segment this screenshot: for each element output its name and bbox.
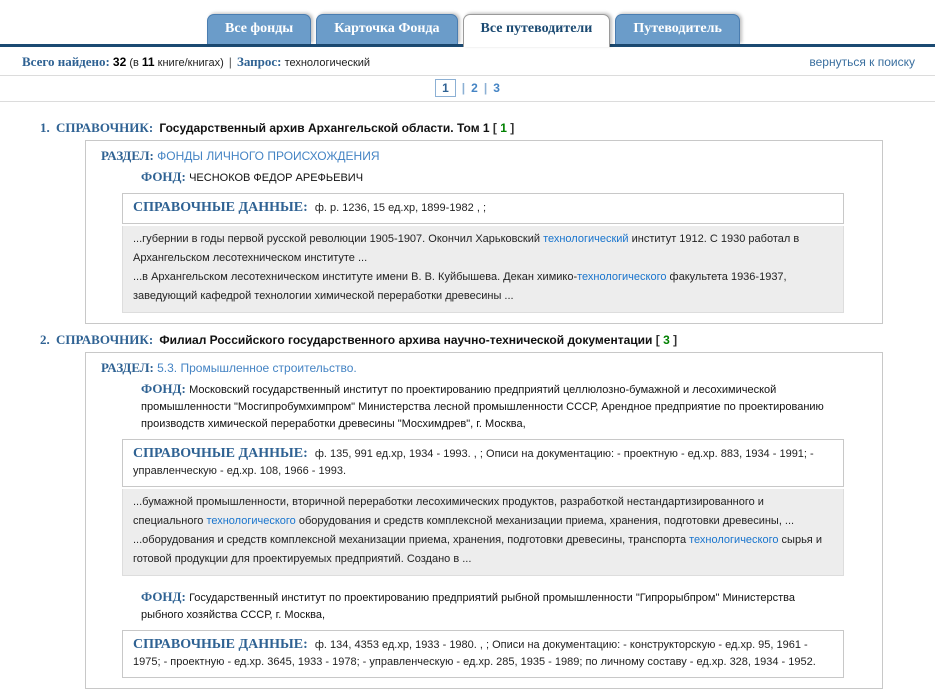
results-list [0,102,935,689]
fond-name: Московский государственный институт по проектированию предприятий целлюлозно-бумажной и лесохимической промышленности "Мосгипробумхимпром" Министерства лесной промышленности СССР, Арендное предприятие по проектированию производств химической переработки древесины "Мосхимдрев", г. Москва, [141,384,824,430]
tab-путеводитель[interactable]: Путеводитель [615,14,740,44]
pagination-page-3[interactable]: 3 [493,81,500,95]
snippet-text: ...в Архангельском лесотехническом институте имени В. В. Куйбышева. Декан химико- [133,271,578,283]
tab-bar [0,0,935,47]
summary-separator: | [228,55,232,69]
fond-line [101,380,882,433]
result-number: 2. [40,332,53,347]
match-count: 1 [500,121,507,135]
fond-label: ФОНД: [141,589,190,604]
section-label: РАЗДЕЛ: [101,148,158,163]
snippet-text: ...оборудования и средств комплексной механизации приема, хранения, подготовки древесины, транспорта [133,534,690,546]
found-label: Всего найдено: [22,54,110,69]
snippet-box [122,226,844,313]
snippet-text: сырья и готовой продукции для проектируемых предприятий. Создано в ... [133,534,822,565]
reference-data-box [122,630,844,678]
refdata-value: ф. 135, 991 ед.хр, 1934 - 1993. , ; Описи на документацию: - проектную - ед.хр. 883, 1934 - 1991; - управленческую - ед.хр. 108, 1966 - 1993. [133,448,814,477]
search-result [0,120,935,324]
fond-name: ЧЕСНОКОВ ФЕДОР АРЕФЬЕВИЧ [189,172,364,184]
count-bracket-close: ] [506,121,515,135]
query-value: технологический [284,57,371,69]
section-line [101,148,882,164]
section-label: РАЗДЕЛ: [101,360,158,375]
section-link[interactable]: 5.3. Промышленное строительство. [157,361,357,375]
snippet-text: ...губернии в годы первой русской революции 1905-1907. Окончил Харьковский [133,233,544,245]
query-label: Запрос: [236,54,282,69]
count-bracket-open: [ [489,121,501,135]
snippet-text: ...бумажной промышленности, вторичной переработки лесохимических продуктов, разработкой нестандартизированного и специального [133,496,764,527]
handbook-label: СПРАВОЧНИК: [56,332,157,347]
query-term-highlight: технологического [689,534,779,546]
reference-data-box [122,439,844,487]
fond-line [101,588,882,624]
pagination-separator: | [483,81,488,95]
refdata-label: СПРАВОЧНЫЕ ДАННЫЕ: [133,637,308,652]
tab-все-фонды[interactable]: Все фонды [207,14,311,44]
result-number: 1. [40,120,53,135]
books-count: 11 [141,55,155,69]
result-header [0,120,935,136]
query-term-highlight: технологический [543,233,629,245]
refdata-value: ф. р. 1236, 15 ед.хр, 1899-1982 , ; [311,202,487,214]
query-term-highlight: технологического [206,515,296,527]
snippet-box [122,489,844,576]
handbook-title: Государственный архив Архангельской области. Том 1 [159,121,490,135]
snippet-text: факультета 1936-1937, заведующий кафедрой технологии химической переработки древесины ... [133,271,787,302]
snippet-line [133,531,833,569]
snippet-text: оборудования и средств комплексной механизации приема, хранения, подготовки древесины, ... [295,515,795,527]
section-line [101,360,882,376]
result-header [0,332,935,348]
snippet-line [133,493,833,531]
fond-group [101,380,882,576]
count-bracket-close: ] [669,333,678,347]
fond-label: ФОНД: [141,381,190,396]
pagination-separator: | [461,81,466,95]
count-bracket-open: [ [652,333,664,347]
in-books-suffix: книге/книгах) [157,57,224,69]
result-details-box [85,140,883,324]
result-details-box [85,352,883,689]
pagination-page-1: 1 [435,79,456,97]
back-to-search-link[interactable]: вернуться к поиску [809,55,915,69]
fond-label: ФОНД: [141,169,190,184]
snippet-text: институт 1912. С 1930 работал в Архангельском лесотехническом институте ... [133,233,800,264]
results-summary-text [22,54,370,70]
query-term-highlight: технологического [577,271,667,283]
fond-name: Государственный институт по проектированию предприятий рыбной промышленности "Гипрорыбпром" Министерства рыбного хозяйства СССР, г. Москва, [141,592,795,621]
fond-group [101,168,882,313]
snippet-line [133,268,833,306]
tab-все-путеводители[interactable]: Все путеводители [463,14,611,47]
refdata-label: СПРАВОЧНЫЕ ДАННЫЕ: [133,200,308,215]
fond-line [101,168,882,187]
tab-карточка-фонда[interactable]: Карточка Фонда [316,14,457,44]
handbook-title: Филиал Российского государственного архива научно-технической документации [159,333,653,347]
refdata-value: ф. 134, 4353 ед.хр, 1933 - 1980. , ; Описи на документацию: - конструкторскую - ед.хр. 95, 1961 - 1975; - проектную - ед.хр. 3645, 1933 - 1978; - управленческую - ед.хр. 285, 1935 - 1989; по личному составу - ед.хр. 328, 1934 - 1952. [133,639,816,668]
section-link[interactable]: ФОНДЫ ЛИЧНОГО ПРОИСХОЖДЕНИЯ [157,149,380,163]
results-summary-bar [0,47,935,75]
pagination [0,76,935,101]
handbook-label: СПРАВОЧНИК: [56,120,157,135]
refdata-label: СПРАВОЧНЫЕ ДАННЫЕ: [133,446,308,461]
in-books-prefix: (в [129,57,139,69]
reference-data-box [122,193,844,224]
fond-group [101,588,882,678]
pagination-page-2[interactable]: 2 [471,81,478,95]
search-result [0,332,935,689]
found-count: 32 [112,55,127,69]
snippet-line [133,230,833,268]
match-count: 3 [663,333,670,347]
